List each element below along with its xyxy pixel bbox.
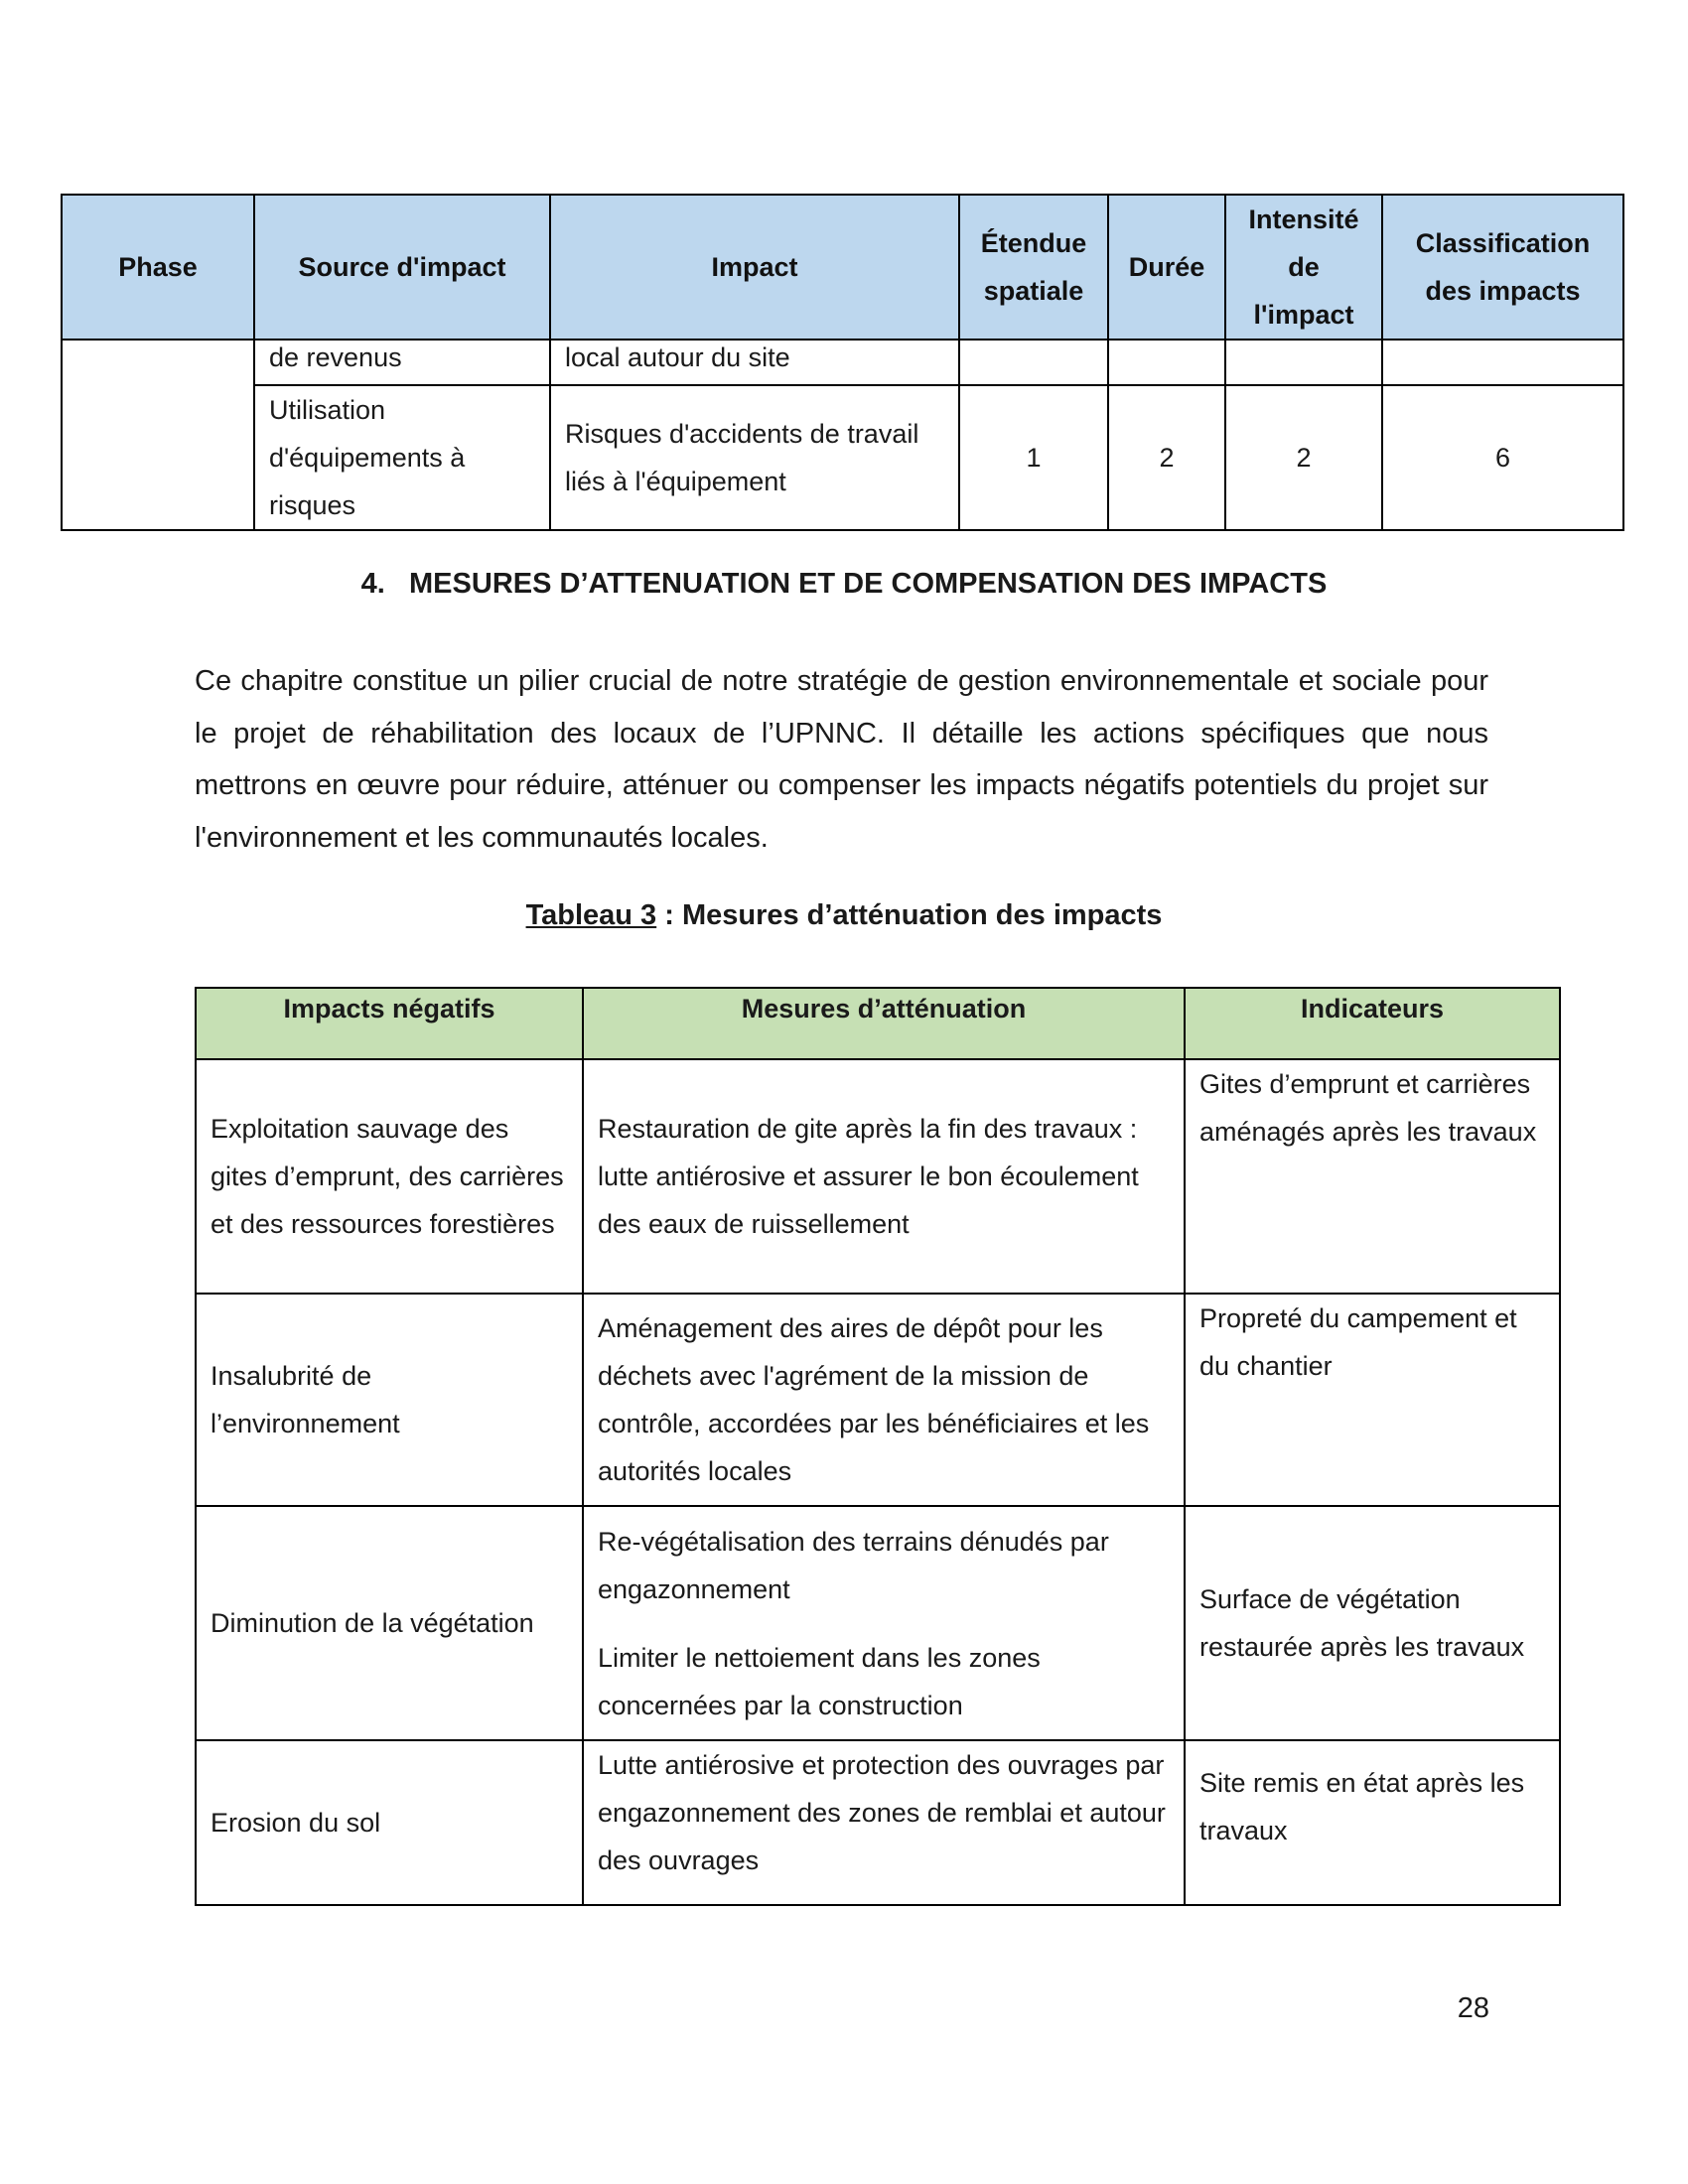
header-phase: Phase bbox=[62, 195, 254, 340]
caption-text: : Mesures d’atténuation des impacts bbox=[656, 899, 1163, 931]
cell-source: de revenus bbox=[254, 340, 550, 385]
cell-impact-negatif: Insalubrité de l’environnement bbox=[196, 1294, 583, 1506]
table-row bbox=[62, 340, 1623, 385]
cell-indicateur: Surface de végétation restaurée après les travaux bbox=[1185, 1506, 1560, 1740]
cell-indicateur: Site remis en état après les travaux bbox=[1185, 1740, 1560, 1905]
cell-source: Utilisation d'équipements à risques bbox=[254, 385, 550, 530]
cell-classification: 6 bbox=[1382, 385, 1623, 530]
page-number: 28 bbox=[1457, 1992, 1489, 2024]
table-row bbox=[62, 385, 1623, 530]
table-caption bbox=[0, 899, 1688, 932]
mesure-item: Re-végétalisation des terrains dénudés par engazonnement bbox=[598, 1526, 1109, 1604]
cell-mesure: Aménagement des aires de dépôt pour les déchets avec l'agrément de la mission de contrôle, accordées par les bénéficiaires et les autorités locales bbox=[583, 1294, 1185, 1506]
cell-impact: Risques d'accidents de travail liés à l'équipement bbox=[550, 385, 959, 530]
section-heading: 4. MESURES D’ATTENUATION ET DE COMPENSATION DES IMPACTS bbox=[360, 568, 1328, 600]
intro-paragraph: Ce chapitre constitue un pilier crucial de notre stratégie de gestion environnementale et sociale pour le projet de réhabilitation des locaux de l’UPNNC. Il détaille les actions spécifiques que nous mettrons en œuvre pour réduire, atténuer ou compenser les impacts négatifs potentiels du projet sur l'environnement et les communautés locales. bbox=[195, 665, 1488, 854]
cell-impact: local autour du site bbox=[550, 340, 959, 385]
cell-impact-negatif: Exploitation sauvage des gites d’emprunt, des carrières et des ressources forestières bbox=[196, 1059, 583, 1294]
header-source: Source d'impact bbox=[254, 195, 550, 340]
cell-mesure: Lutte antiérosive et protection des ouvrages par engazonnement des zones de remblai et autour des ouvrages bbox=[583, 1740, 1185, 1905]
cell-impact-negatif: Diminution de la végétation bbox=[196, 1506, 583, 1740]
cell-etendue bbox=[959, 340, 1108, 385]
cell-intensite: 2 bbox=[1225, 385, 1382, 530]
cell-phase bbox=[62, 340, 254, 530]
header-impact: Impact bbox=[550, 195, 959, 340]
table-row bbox=[196, 1506, 1560, 1740]
impact-table bbox=[61, 194, 1624, 531]
impact-table-header-row bbox=[62, 195, 1623, 340]
cell-impact-negatif: Erosion du sol bbox=[196, 1740, 583, 1905]
mitigation-table-header-row bbox=[196, 988, 1560, 1059]
table-row bbox=[196, 1294, 1560, 1506]
header-classification: Classification des impacts bbox=[1382, 195, 1623, 340]
header-indicateurs: Indicateurs bbox=[1185, 988, 1560, 1059]
cell-etendue: 1 bbox=[959, 385, 1108, 530]
cell-duree: 2 bbox=[1108, 385, 1225, 530]
header-intensite: Intensité de l'impact bbox=[1225, 195, 1382, 340]
cell-mesure: Restauration de gite après la fin des travaux : lutte antiérosive et assurer le bon écoulement des eaux de ruissellement bbox=[583, 1059, 1185, 1294]
cell-duree bbox=[1108, 340, 1225, 385]
mitigation-table bbox=[195, 987, 1561, 1906]
cell-indicateur: Propreté du campement et du chantier bbox=[1185, 1294, 1560, 1506]
table-row bbox=[196, 1740, 1560, 1905]
header-mesures: Mesures d’atténuation bbox=[583, 988, 1185, 1059]
cell-mesures bbox=[583, 1506, 1185, 1740]
cell-classification bbox=[1382, 340, 1623, 385]
cell-intensite bbox=[1225, 340, 1382, 385]
cell-indicateur: Gites d’emprunt et carrières aménagés après les travaux bbox=[1185, 1059, 1560, 1294]
table-row bbox=[196, 1059, 1560, 1294]
header-impacts-negatifs: Impacts négatifs bbox=[196, 988, 583, 1059]
header-etendue: Étendue spatiale bbox=[959, 195, 1108, 340]
mesure-item: Limiter le nettoiement dans les zones concernées par la construction bbox=[598, 1642, 1041, 1720]
header-duree: Durée bbox=[1108, 195, 1225, 340]
caption-label: Tableau 3 bbox=[525, 899, 657, 931]
